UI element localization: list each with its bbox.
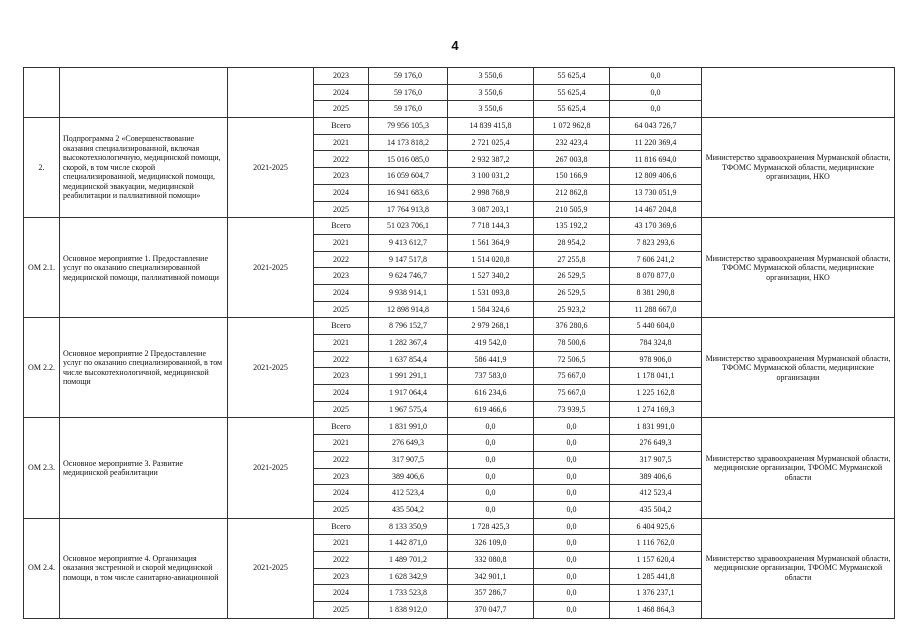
regional-budget-cell: 0,0: [534, 602, 610, 619]
table-row: [24, 118, 895, 135]
program-code: ОМ 2.4.: [24, 518, 60, 618]
other-source-cell: 11 816 694,0: [610, 151, 702, 168]
regional-budget-cell: 0,0: [534, 551, 610, 568]
year-cell: Всего: [314, 318, 369, 335]
total-cell: 435 504,2: [369, 501, 448, 518]
total-cell: 1 838 912,0: [369, 602, 448, 619]
table-row: [24, 318, 895, 335]
other-source-cell: 6 404 925,6: [610, 518, 702, 535]
year-cell: 2023: [314, 368, 369, 385]
other-source-cell: 11 288 667,0: [610, 301, 702, 318]
federal-budget-cell: 619 466,6: [448, 401, 534, 418]
year-cell: 2025: [314, 301, 369, 318]
federal-budget-cell: 0,0: [448, 485, 534, 502]
total-cell: 9 938 914,1: [369, 284, 448, 301]
federal-budget-cell: 3 550,6: [448, 101, 534, 118]
regional-budget-cell: 0,0: [534, 518, 610, 535]
year-cell: Всего: [314, 418, 369, 435]
year-cell: 2021: [314, 435, 369, 452]
year-cell: 2024: [314, 485, 369, 502]
regional-budget-cell: 78 500,6: [534, 335, 610, 352]
federal-budget-cell: 14 839 415,8: [448, 118, 534, 135]
regional-budget-cell: 210 505,9: [534, 201, 610, 218]
regional-budget-cell: 72 506,5: [534, 351, 610, 368]
total-cell: 17 764 913,8: [369, 201, 448, 218]
other-source-cell: 784 324,8: [610, 335, 702, 352]
other-source-cell: 43 170 369,6: [610, 218, 702, 235]
year-cell: 2025: [314, 602, 369, 619]
table-row: [24, 518, 895, 535]
total-cell: 59 176,0: [369, 68, 448, 85]
regional-budget-cell: 0,0: [534, 435, 610, 452]
other-source-cell: 1 274 169,3: [610, 401, 702, 418]
regional-budget-cell: 26 529,5: [534, 268, 610, 285]
other-source-cell: 317 907,5: [610, 451, 702, 468]
program-responsible: Министерство здравоохранения Мурманской области, медицинские организации, ТФОМС Мурманской области: [702, 518, 895, 618]
regional-budget-cell: 73 939,5: [534, 401, 610, 418]
year-cell: 2022: [314, 251, 369, 268]
regional-budget-cell: 376 280,6: [534, 318, 610, 335]
other-source-cell: 435 504,2: [610, 501, 702, 518]
program-period: 2021-2025: [228, 218, 314, 318]
federal-budget-cell: 1 514 020,8: [448, 251, 534, 268]
total-cell: 79 956 105,3: [369, 118, 448, 135]
total-cell: 1 442 871,0: [369, 535, 448, 552]
other-source-cell: 5 440 604,0: [610, 318, 702, 335]
total-cell: 14 173 818,2: [369, 134, 448, 151]
total-cell: 51 023 706,1: [369, 218, 448, 235]
federal-budget-cell: 2 932 387,2: [448, 151, 534, 168]
total-cell: 12 898 914,8: [369, 301, 448, 318]
regional-budget-cell: 75 667,0: [534, 385, 610, 402]
federal-budget-cell: 737 583,0: [448, 368, 534, 385]
regional-budget-cell: 135 192,2: [534, 218, 610, 235]
other-source-cell: 12 809 406,6: [610, 168, 702, 185]
federal-budget-cell: 0,0: [448, 451, 534, 468]
year-cell: 2023: [314, 568, 369, 585]
federal-budget-cell: 2 998 768,9: [448, 184, 534, 201]
total-cell: 1 967 575,4: [369, 401, 448, 418]
table-row: [24, 418, 895, 435]
other-source-cell: 412 523,4: [610, 485, 702, 502]
federal-budget-cell: 332 080,8: [448, 551, 534, 568]
program-period: 2021-2025: [228, 518, 314, 618]
total-cell: 1 733 523,8: [369, 585, 448, 602]
other-source-cell: 1 468 864,3: [610, 602, 702, 619]
total-cell: 8 796 152,7: [369, 318, 448, 335]
period-cell: [228, 68, 314, 118]
federal-budget-cell: 616 234,6: [448, 385, 534, 402]
federal-budget-cell: 586 441,9: [448, 351, 534, 368]
year-cell: 2023: [314, 168, 369, 185]
year-cell: 2024: [314, 284, 369, 301]
total-cell: 1 991 291,1: [369, 368, 448, 385]
regional-budget-cell: 232 423,4: [534, 134, 610, 151]
other-source-cell: 64 043 726,7: [610, 118, 702, 135]
year-cell: 2025: [314, 401, 369, 418]
federal-budget-cell: 1 728 425,3: [448, 518, 534, 535]
regional-budget-cell: 267 003,8: [534, 151, 610, 168]
funding-table: [23, 67, 895, 619]
other-source-cell: 978 906,0: [610, 351, 702, 368]
regional-budget-cell: 0,0: [534, 568, 610, 585]
federal-budget-cell: 1 527 340,2: [448, 268, 534, 285]
federal-budget-cell: 326 109,0: [448, 535, 534, 552]
federal-budget-cell: 2 721 025,4: [448, 134, 534, 151]
name-cell: [60, 68, 228, 118]
other-source-cell: 1 116 762,0: [610, 535, 702, 552]
program-name: Основное мероприятие 2 Предоставление услуг по оказанию специализированной, в том числе высокотехнологичной, медицинской помощи: [60, 318, 228, 418]
other-source-cell: 7 606 241,2: [610, 251, 702, 268]
federal-budget-cell: 1 531 093,8: [448, 284, 534, 301]
federal-budget-cell: 3 087 203,1: [448, 201, 534, 218]
federal-budget-cell: 3 550,6: [448, 68, 534, 85]
year-cell: 2025: [314, 501, 369, 518]
program-code: ОМ 2.3.: [24, 418, 60, 518]
year-cell: 2022: [314, 351, 369, 368]
federal-budget-cell: 3 100 031,2: [448, 168, 534, 185]
year-cell: 2024: [314, 385, 369, 402]
year-cell: 2025: [314, 101, 369, 118]
regional-budget-cell: 0,0: [534, 485, 610, 502]
federal-budget-cell: 0,0: [448, 435, 534, 452]
program-code: 2.: [24, 118, 60, 218]
code-cell: [24, 68, 60, 118]
federal-budget-cell: 419 542,0: [448, 335, 534, 352]
year-cell: Всего: [314, 218, 369, 235]
federal-budget-cell: 0,0: [448, 468, 534, 485]
year-cell: Всего: [314, 118, 369, 135]
total-cell: 9 147 517,8: [369, 251, 448, 268]
program-responsible: Министерство здравоохранения Мурманской области, ТФОМС Мурманской области, медицинские организации, НКО: [702, 118, 895, 218]
total-cell: 9 413 612,7: [369, 234, 448, 251]
program-responsible: Министерство здравоохранения Мурманской области, ТФОМС Мурманской области, медицинские организации, НКО: [702, 218, 895, 318]
regional-budget-cell: 26 529,5: [534, 284, 610, 301]
other-source-cell: 0,0: [610, 68, 702, 85]
other-source-cell: 0,0: [610, 101, 702, 118]
other-source-cell: 1 157 620,4: [610, 551, 702, 568]
total-cell: 16 941 683,6: [369, 184, 448, 201]
year-cell: 2023: [314, 268, 369, 285]
other-source-cell: 1 178 041,1: [610, 368, 702, 385]
program-code: ОМ 2.2.: [24, 318, 60, 418]
total-cell: 1 637 854,4: [369, 351, 448, 368]
year-cell: 2025: [314, 201, 369, 218]
year-cell: 2022: [314, 551, 369, 568]
regional-budget-cell: 0,0: [534, 535, 610, 552]
regional-budget-cell: 55 625,4: [534, 84, 610, 101]
table-row: [24, 68, 895, 85]
year-cell: 2024: [314, 184, 369, 201]
total-cell: 1 282 367,4: [369, 335, 448, 352]
total-cell: 1 628 342,9: [369, 568, 448, 585]
other-source-cell: 7 823 293,6: [610, 234, 702, 251]
total-cell: 59 176,0: [369, 84, 448, 101]
table-row: [24, 218, 895, 235]
regional-budget-cell: 0,0: [534, 451, 610, 468]
year-cell: 2023: [314, 468, 369, 485]
program-period: 2021-2025: [228, 318, 314, 418]
total-cell: 412 523,4: [369, 485, 448, 502]
year-cell: 2022: [314, 451, 369, 468]
program-name: Основное мероприятие 3. Развитие медицинской реабилитации: [60, 418, 228, 518]
federal-budget-cell: 3 550,6: [448, 84, 534, 101]
other-source-cell: 1 831 991,0: [610, 418, 702, 435]
year-cell: 2021: [314, 134, 369, 151]
other-source-cell: 14 467 204,8: [610, 201, 702, 218]
total-cell: 317 907,5: [369, 451, 448, 468]
responsible-cell: [702, 68, 895, 118]
total-cell: 9 624 746,7: [369, 268, 448, 285]
program-period: 2021-2025: [228, 118, 314, 218]
total-cell: 16 059 604,7: [369, 168, 448, 185]
total-cell: 1 489 701,2: [369, 551, 448, 568]
other-source-cell: 11 220 369,4: [610, 134, 702, 151]
total-cell: 15 016 085,0: [369, 151, 448, 168]
federal-budget-cell: 0,0: [448, 501, 534, 518]
other-source-cell: 276 649,3: [610, 435, 702, 452]
regional-budget-cell: 28 954,2: [534, 234, 610, 251]
year-cell: 2022: [314, 151, 369, 168]
other-source-cell: 389 406,6: [610, 468, 702, 485]
total-cell: 1 917 064,4: [369, 385, 448, 402]
other-source-cell: 0,0: [610, 84, 702, 101]
other-source-cell: 1 285 441,8: [610, 568, 702, 585]
other-source-cell: 1 376 237,1: [610, 585, 702, 602]
regional-budget-cell: 0,0: [534, 585, 610, 602]
year-cell: 2024: [314, 585, 369, 602]
page-number: 4: [451, 38, 459, 53]
program-code: ОМ 2.1.: [24, 218, 60, 318]
program-period: 2021-2025: [228, 418, 314, 518]
other-source-cell: 13 730 051,9: [610, 184, 702, 201]
total-cell: 276 649,3: [369, 435, 448, 452]
other-source-cell: 1 225 162,8: [610, 385, 702, 402]
regional-budget-cell: 0,0: [534, 418, 610, 435]
federal-budget-cell: 1 584 324,6: [448, 301, 534, 318]
federal-budget-cell: 357 286,7: [448, 585, 534, 602]
program-name: Основное мероприятие 4. Организация оказания экстренной и скорой медицинской помощи, в том числе санитарно-авиационной: [60, 518, 228, 618]
program-responsible: Министерство здравоохранения Мурманской области, медицинские организации, ТФОМС Мурманской области: [702, 418, 895, 518]
federal-budget-cell: 2 979 268,1: [448, 318, 534, 335]
program-responsible: Министерство здравоохранения Мурманской области, ТФОМС Мурманской области, медицинские организации: [702, 318, 895, 418]
regional-budget-cell: 55 625,4: [534, 68, 610, 85]
federal-budget-cell: 370 047,7: [448, 602, 534, 619]
federal-budget-cell: 0,0: [448, 418, 534, 435]
regional-budget-cell: 27 255,8: [534, 251, 610, 268]
federal-budget-cell: 1 561 364,9: [448, 234, 534, 251]
year-cell: 2024: [314, 84, 369, 101]
total-cell: 59 176,0: [369, 101, 448, 118]
regional-budget-cell: 55 625,4: [534, 101, 610, 118]
year-cell: 2023: [314, 68, 369, 85]
federal-budget-cell: 342 901,1: [448, 568, 534, 585]
regional-budget-cell: 1 072 962,8: [534, 118, 610, 135]
regional-budget-cell: 25 923,2: [534, 301, 610, 318]
total-cell: 1 831 991,0: [369, 418, 448, 435]
regional-budget-cell: 75 667,0: [534, 368, 610, 385]
year-cell: 2021: [314, 535, 369, 552]
year-cell: 2021: [314, 335, 369, 352]
regional-budget-cell: 212 862,8: [534, 184, 610, 201]
year-cell: Всего: [314, 518, 369, 535]
total-cell: 389 406,6: [369, 468, 448, 485]
regional-budget-cell: 0,0: [534, 501, 610, 518]
federal-budget-cell: 7 718 144,3: [448, 218, 534, 235]
total-cell: 8 133 350,9: [369, 518, 448, 535]
year-cell: 2021: [314, 234, 369, 251]
other-source-cell: 8 381 290,8: [610, 284, 702, 301]
regional-budget-cell: 0,0: [534, 468, 610, 485]
other-source-cell: 8 070 877,0: [610, 268, 702, 285]
program-name: Подпрограмма 2 «Совершенствование оказания специализированной, включая высокотехнологичную, медицинской помощи, скорой, в том числе скорой специализированной, медицинской помощи, медицинской эвакуации, медицинской реабилитации и паллиативной помощи»: [60, 118, 228, 218]
regional-budget-cell: 150 166,9: [534, 168, 610, 185]
program-name: Основное мероприятие 1. Предоставление услуг по оказанию специализированной медицинской помощи, паллиативной помощи: [60, 218, 228, 318]
